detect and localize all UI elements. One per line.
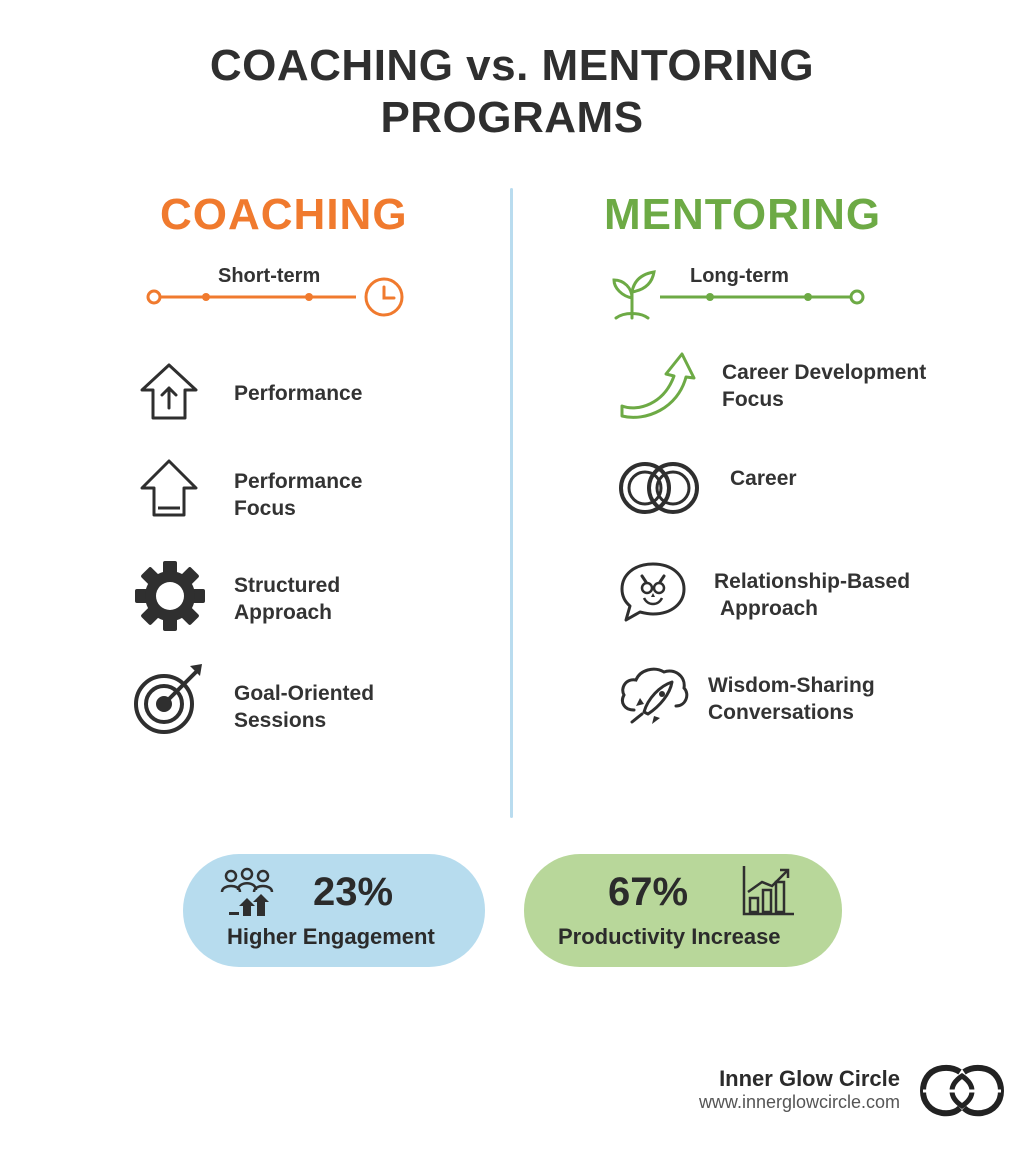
coaching-item-1-line1: Performance [234,382,363,405]
mentoring-item-1-line2: Focus [722,388,784,411]
mentoring-item-4-line1: Wisdom-Sharing [708,674,875,697]
arrow-up-house-icon [138,362,200,422]
mentoring-item-1-label [722,359,926,413]
bar-chart-growth-icon [740,864,796,918]
mentoring-item-3-label [714,568,910,622]
mentoring-item-4-label [708,672,875,726]
target-arrow-icon [132,662,208,736]
sprout-icon [614,272,654,318]
people-growth-icon [219,866,275,920]
mentoring-item-3-line2: Approach [720,597,819,620]
page-title [0,40,1024,144]
mentoring-item-3-line1: Relationship-Based [714,570,911,593]
coaching-item-2-line2: Focus [234,497,296,520]
coaching-item-3-label [234,572,340,626]
coaching-item-3-line2: Approach [234,601,333,624]
coaching-item-4-line2: Sessions [234,709,327,732]
coaching-heading: COACHING [160,190,408,239]
mentoring-item-4-line2: Conversations [708,701,854,724]
coaching-item-2-line1: Performance [234,470,363,493]
mentoring-heading: MENTORING [604,190,882,239]
coaching-item-3-line1: Structured [234,574,341,597]
short-term-timeline [144,276,408,318]
column-divider [510,188,513,818]
brand-name: Inner Glow Circle [719,1066,900,1091]
coaching-item-2-label [234,468,362,522]
productivity-stat-card [524,854,842,967]
arrow-up-outline-icon [138,458,200,518]
brand-url: www.innerglowcircle.com [698,1092,900,1112]
mentoring-item-2-line1: Career [730,467,797,490]
coaching-item-4-label [234,680,374,734]
productivity-value: 67% [608,870,689,914]
coaching-item-4-line1: Goal-Oriented [234,682,375,705]
mentoring-item-1-line1: Career Development [722,361,927,384]
mentoring-item-2-label [730,465,797,492]
engagement-label: Higher Engagement [227,924,435,949]
curved-arrow-icon [618,350,700,422]
owl-speech-bubble-icon [618,560,688,624]
page-title-line1: COACHING vs. MENTORING [209,41,815,90]
gear-icon [134,560,206,632]
long-term-timeline [610,268,872,322]
brand-logo-icon [920,1064,1004,1118]
clock-icon [366,279,402,315]
coaching-term-label: Short-term [218,265,321,287]
engagement-stat-card [183,854,485,967]
coaching-item-1-label [234,380,362,407]
engagement-value: 23% [313,870,394,914]
mentoring-term-label: Long-term [690,265,789,287]
rocket-cloud-icon [618,664,690,726]
productivity-label: Productivity Increase [558,924,781,949]
interlocking-rings-icon [616,460,702,516]
page-title-line2: PROGRAMS [380,93,644,142]
